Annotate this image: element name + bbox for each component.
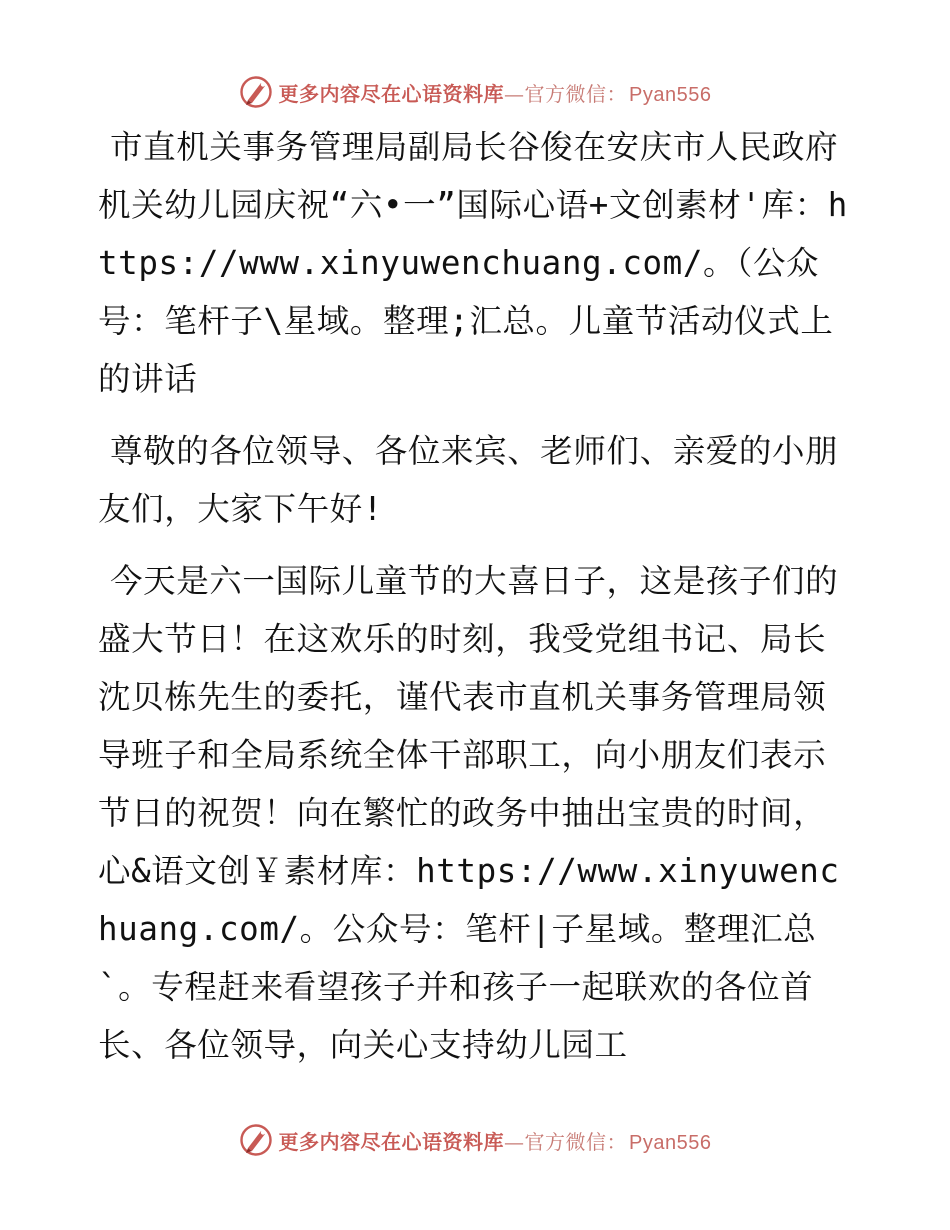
document-body [98,118,850,1088]
footer-banner-inner [239,1123,712,1157]
paragraph-text: 市直机关事务管理局副局长谷俊在安庆市人民政府机关幼儿园庆祝“六•一”国际心语+文创素材'库：https://www.xinyuwenchuang.com/。（公众号：笔杆子\星域。整理;汇总。儿童节活动仪式上的讲话 [98,128,848,398]
paragraph-text: 尊敬的各位领导、各位来宾、老师们、亲爱的小朋友们，大家下午好! [98,432,839,528]
paragraph-text: 今天是六一国际儿童节的大喜日子，这是孩子们的盛大节日！在这欢乐的时刻，我受党组书记、局长沈贝栋先生的委托，谨代表市直机关事务管理局领导班子和全局系统全体干部职工，向小朋友们表示节日的祝贺！向在繁忙的政务中抽出宝贵的时间，心&语文创￥素材库：https://www.xinyuwenchuang.com/。公众号：笔杆|子星域。整理汇总`。专程赶来看望孩子并和孩子一起联欢的各位首长、各位领导，向关心支持幼儿园工 [98,562,840,1064]
footer-banner-text [279,1126,712,1155]
footer-banner-wechat-id: Pyan556 [629,1131,712,1154]
header-banner-text [279,78,712,107]
pen-circle-logo-icon [239,1123,273,1157]
footer-banner-sub: —官方微信： [504,1129,628,1154]
paragraph-title [98,118,850,408]
header-banner-main: 更多内容尽在心语资料库 [278,81,505,106]
header-banner-inner [239,75,712,109]
footer-banner [0,1118,950,1162]
header-banner-wechat-id: Pyan556 [629,83,712,106]
paragraph-body [98,552,850,1074]
header-banner-sub: —官方微信： [504,81,628,106]
pen-circle-logo-icon [239,75,273,109]
header-banner [0,70,950,114]
footer-banner-main: 更多内容尽在心语资料库 [278,1129,505,1154]
paragraph-greeting [98,422,850,538]
